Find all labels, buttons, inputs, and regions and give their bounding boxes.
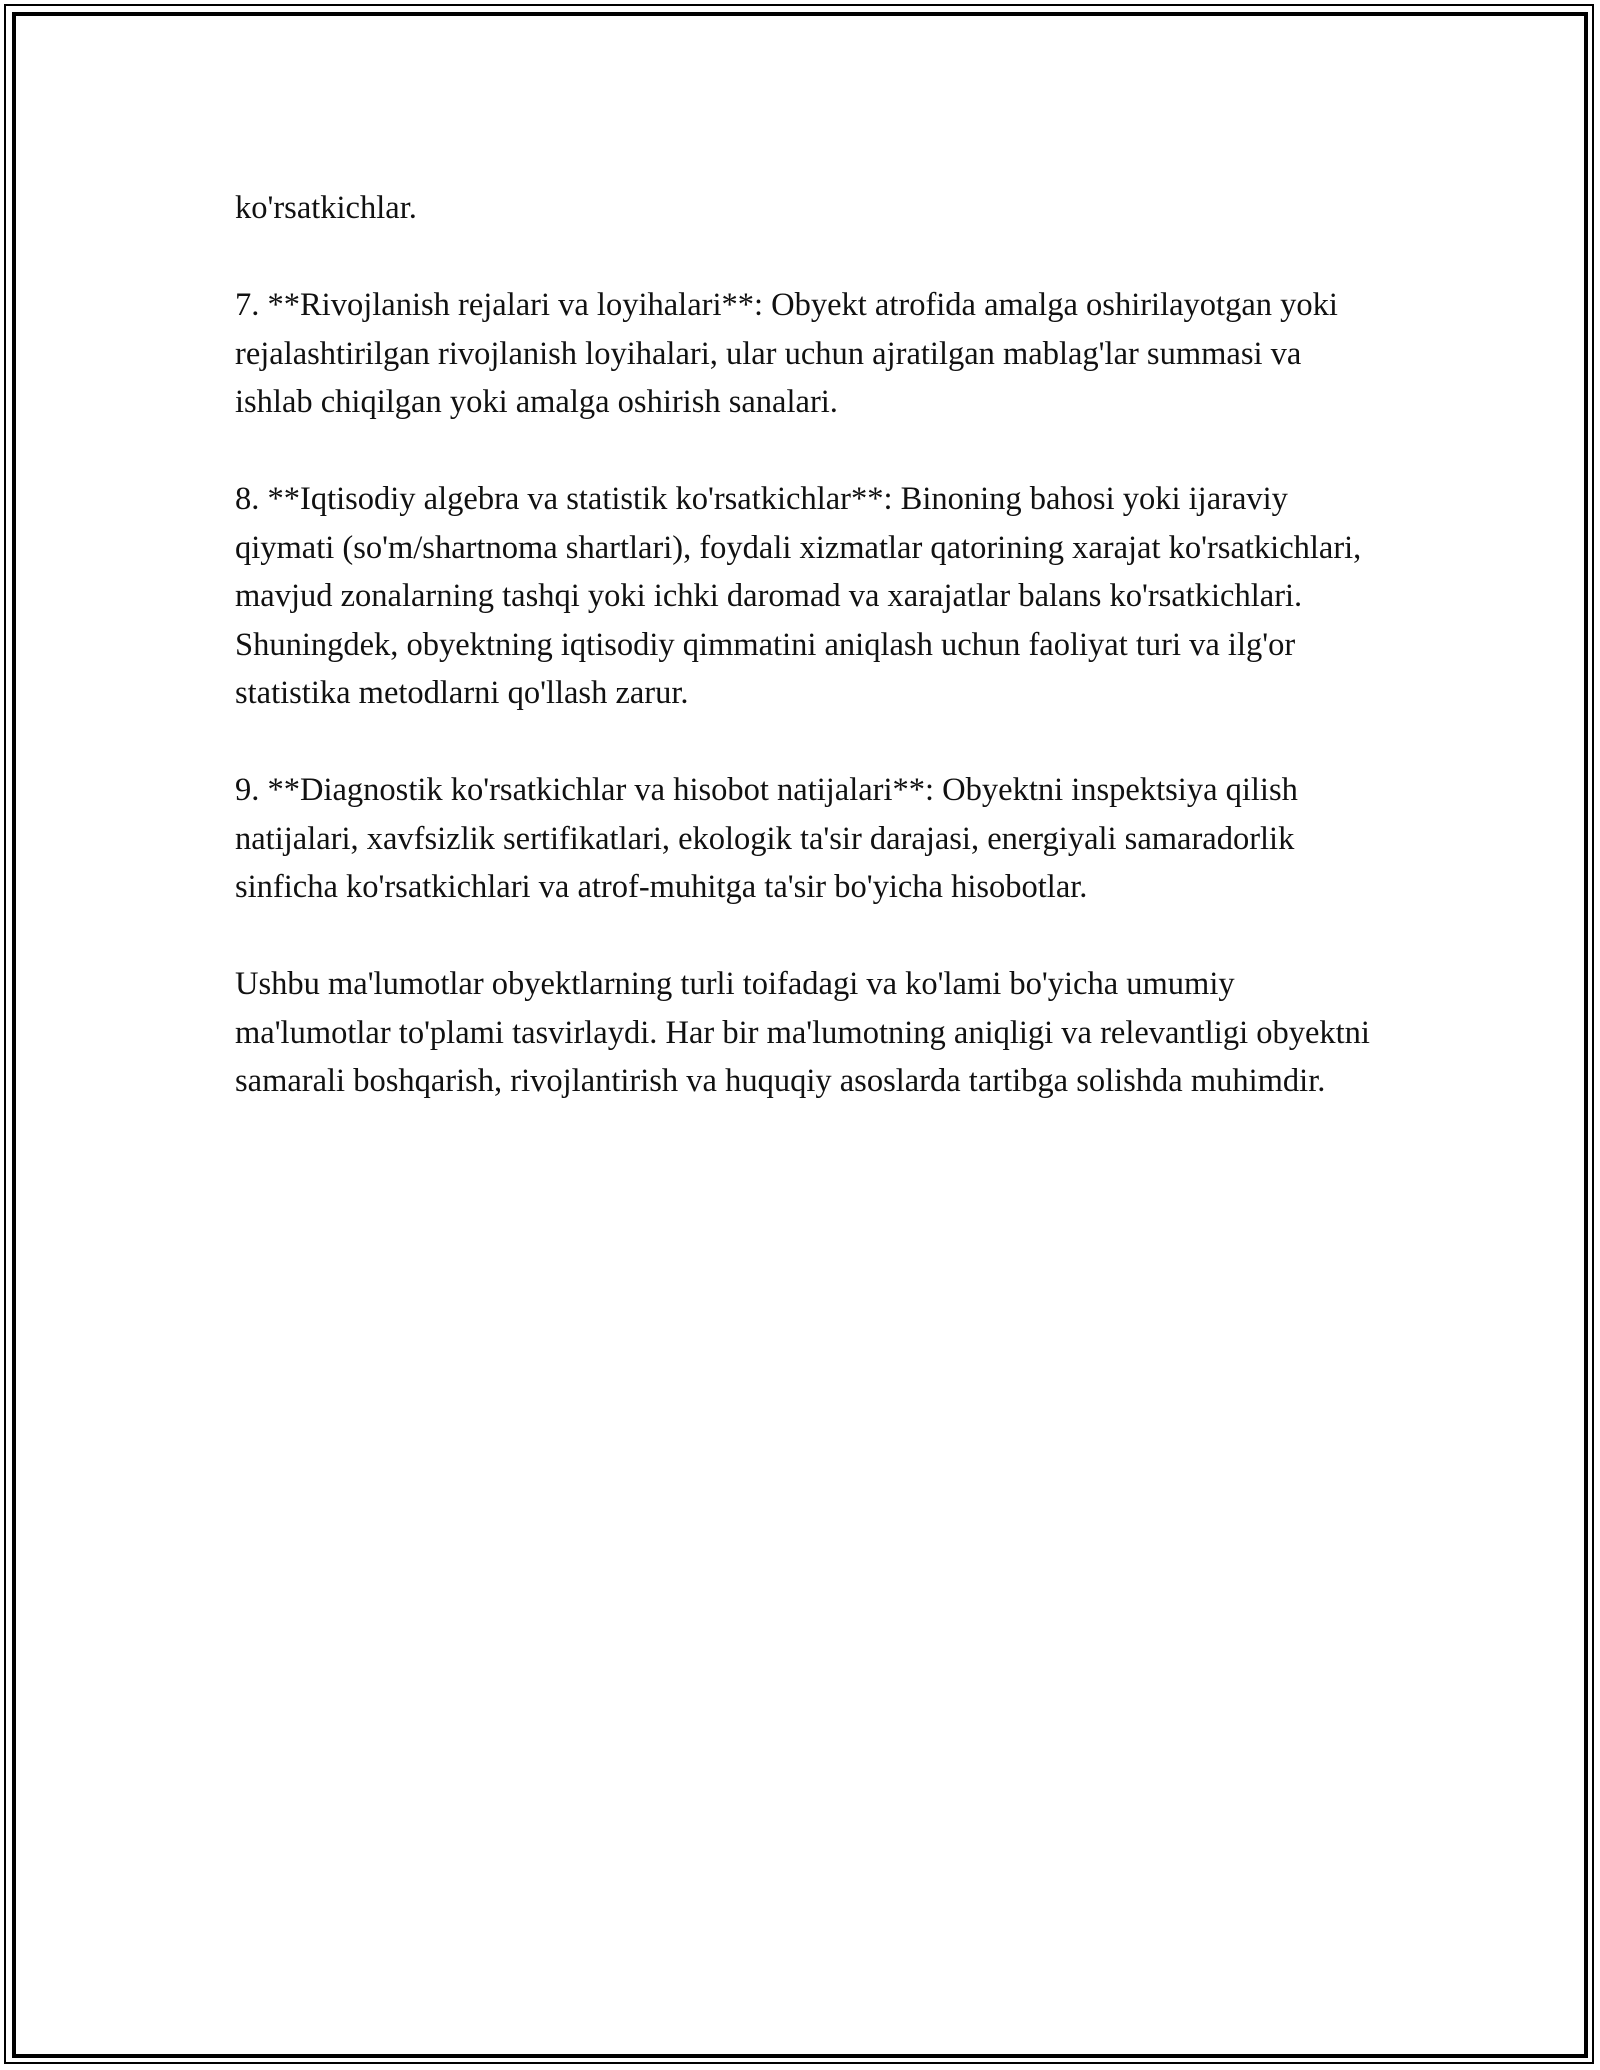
paragraph-item-7: 7. **Rivojlanish rejalari va loyihalari**: Obyekt atrofida amalga oshirilayotgan yoki rejalashtirilgan rivojlanish loyihalari, ular uchun ajratilgan mablag'lar summasi va ishlab chiqilgan yoki amalga oshirish sanalari. — [235, 287, 1338, 420]
paragraph-continuation: ko'rsatkichlar. — [235, 190, 417, 226]
paragraph-summary: Ushbu ma'lumotlar obyektlarning turli toifadagi va ko'lami bo'yicha umumiy ma'lumotlar to'plami tasvirlaydi. Har bir ma'lumotning aniqligi va relevantligi obyektni samarali boshqarish, rivojlantirish va huquqiy asoslarda tartibga solishda muhimdir. — [235, 966, 1370, 1099]
paragraph-item-8: 8. **Iqtisodiy algebra va statistik ko'rsatkichlar**: Binoning bahosi yoki ijaraviy qiymati (so'm/shartnoma shartlari), foydali xizmatlar qatorining xarajat ko'rsatkichlari, mavjud zonalarning tashqi yoki ichki daromad va xarajatlar balans ko'rsatkichlari. Shuningdek, obyektning iqtisodiy qimmatini aniqlash uchun faoliyat turi va ilg'or statistika metodlarni qo'llash zarur. — [235, 481, 1362, 711]
paragraph-item-9: 9. **Diagnostik ko'rsatkichlar va hisobot natijalari**: Obyektni inspektsiya qilish natijalari, xavfsizlik sertifikatlari, ekologik ta'sir darajasi, energiyali samaradorlik sinficha ko'rsatkichlari va atrof-muhitga ta'sir bo'yicha hisobotlar. — [235, 772, 1298, 905]
document-body — [235, 184, 1385, 1154]
